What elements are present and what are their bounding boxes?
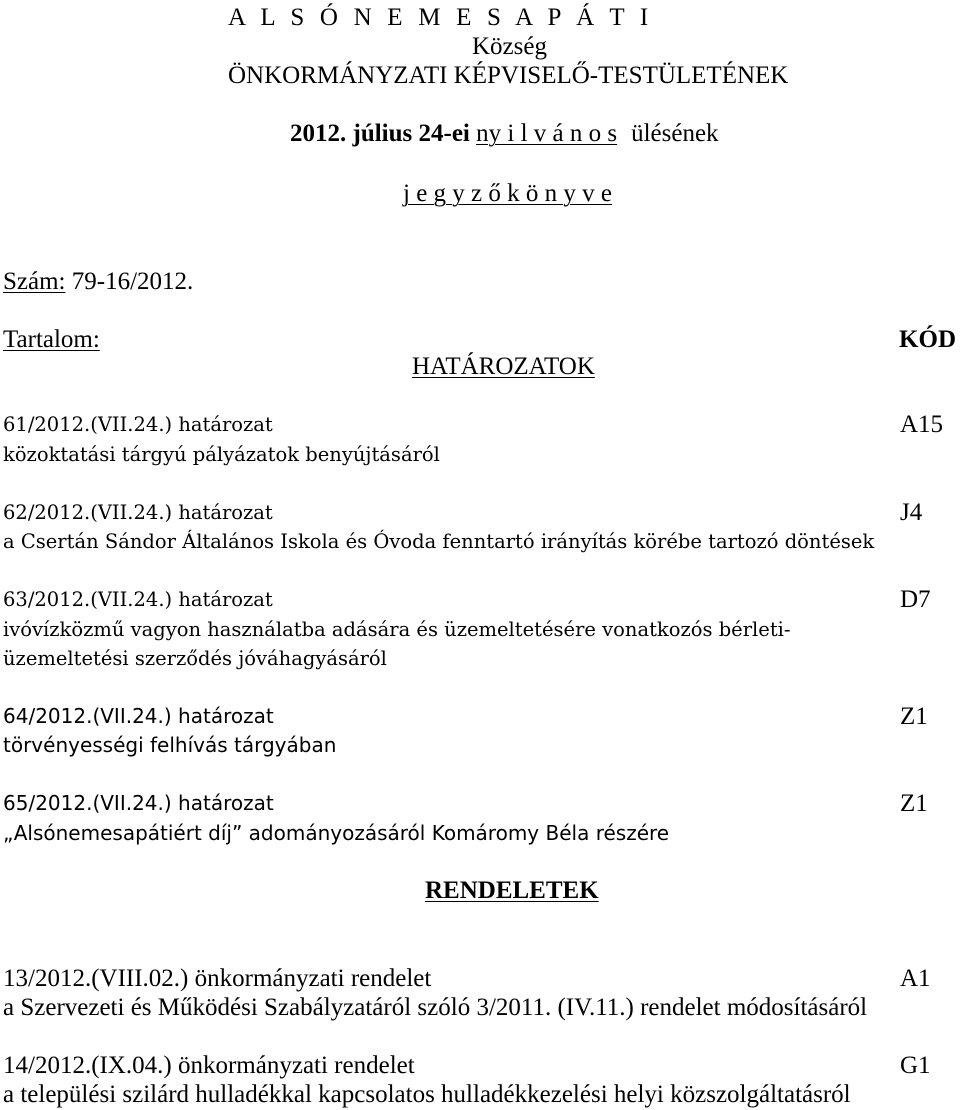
document-type: j e g y z ő k ö n y v e (403, 180, 612, 207)
session-suffix: ülésének (631, 120, 719, 147)
decree-code: A1 (900, 965, 931, 992)
resolution-code: D7 (900, 586, 931, 613)
resolution-code: Z1 (900, 703, 928, 730)
resolution-id: 64/2012.(VII.24.) határozat (3, 704, 274, 728)
governing-body: ÖNKORMÁNYZATI KÉPVISELŐ-TESTÜLETÉNEK (228, 62, 789, 89)
resolutions-heading: HATÁROZATOK (412, 353, 595, 380)
resolution-id: 61/2012.(VII.24.) határozat (3, 413, 273, 436)
resolution-description: „Alsónemesapátiért díj” adományozásáról Komáromy Béla részére (3, 821, 670, 845)
settlement-type: Község (472, 33, 547, 60)
number-value: 79-16/2012. (71, 268, 194, 295)
session-date: 2012. július 24-ei (290, 120, 470, 147)
session-type: ny i l v á n o s (476, 120, 618, 147)
resolution-description: üzemeltetési szerződés jóváhagyásáról (3, 647, 387, 670)
resolution-id: 65/2012.(VII.24.) határozat (3, 791, 274, 815)
contents-label: Tartalom: (3, 326, 100, 353)
resolution-description: közoktatási tárgyú pályázatok benyújtásáról (3, 443, 440, 466)
resolution-code: J4 (900, 499, 923, 526)
number-label: Szám: (3, 268, 66, 295)
decrees-heading: RENDELETEK (425, 877, 599, 904)
resolution-id: 62/2012.(VII.24.) határozat (3, 501, 273, 524)
code-column-label: KÓD (899, 326, 956, 353)
document-number (3, 267, 193, 296)
resolution-description: a Csertán Sándor Általános Iskola és Óvoda fenntartó irányítás körébe tartozó döntések (3, 530, 875, 553)
municipality-name: A L S Ó N E M E S A P Á T I (228, 4, 653, 31)
decree-code: G1 (900, 1052, 931, 1079)
decree-description: a települési szilárd hulladékkal kapcsolatos hulladékkezelési helyi közszolgáltatásról (3, 1081, 851, 1108)
decree-description: a Szervezeti és Működési Szabályzatáról szóló 3/2011. (IV.11.) rendelet módosításáról (3, 994, 868, 1021)
resolution-id: 63/2012.(VII.24.) határozat (3, 588, 273, 611)
resolution-code: Z1 (900, 790, 928, 817)
resolution-code: A15 (900, 411, 944, 438)
decree-id: 13/2012.(VIII.02.) önkormányzati rendelet (3, 965, 432, 992)
resolution-description: ivóvízközmű vagyon használatba adására és üzemeltetésére vonatkozós bérleti- (3, 618, 791, 641)
decree-id: 14/2012.(IX.04.) önkormányzati rendelet (3, 1052, 415, 1079)
session-line (290, 119, 719, 148)
resolution-description: törvényességi felhívás tárgyában (3, 733, 337, 757)
